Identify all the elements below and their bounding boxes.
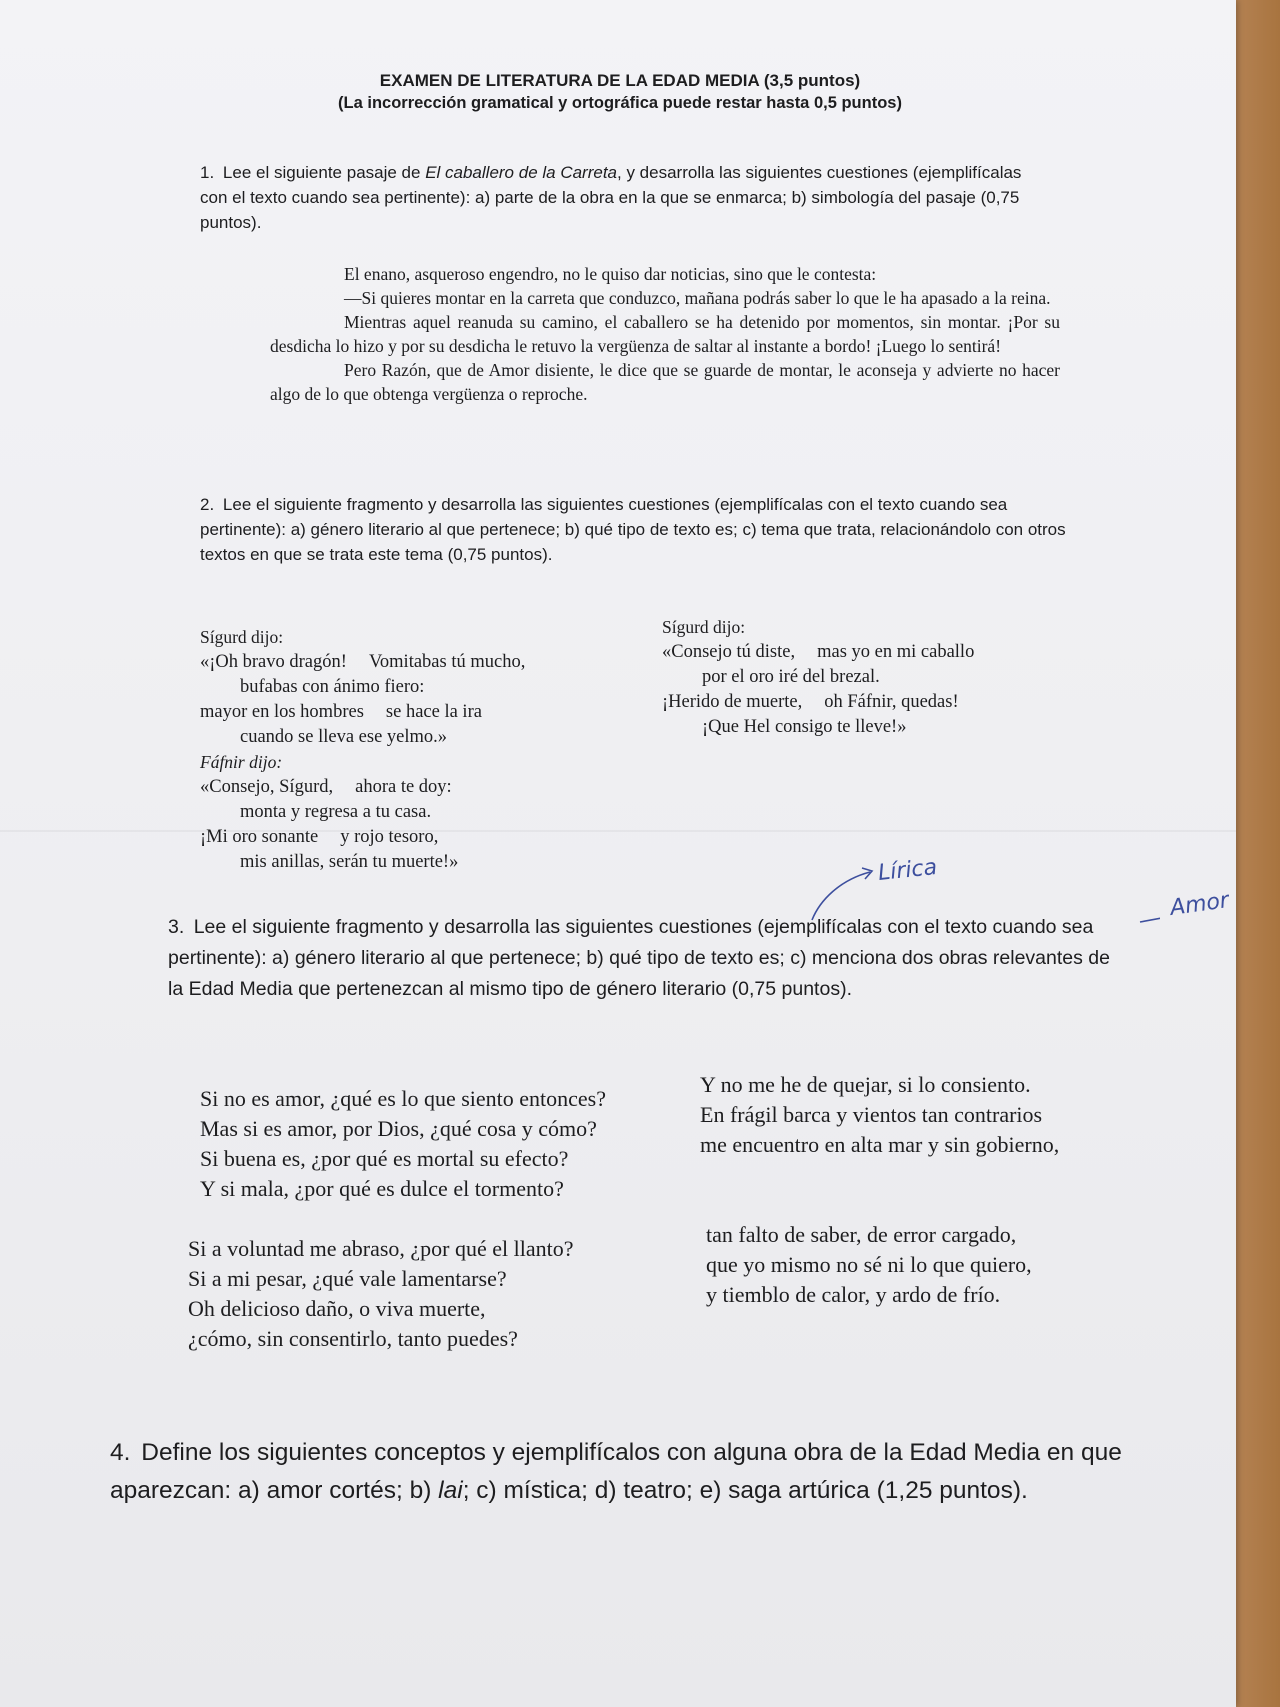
sonnet-line: que yo mismo no sé ni lo que quiero, [706, 1252, 1032, 1277]
poem-line: monta y regresa a tu casa. [240, 802, 432, 822]
question-4 [110, 1434, 1240, 1510]
poem-line [200, 775, 525, 800]
sonnet-line: y tiemblo de calor, y ardo de frío. [706, 1282, 1001, 1307]
poem-speaker: Sígurd dijo: [662, 617, 746, 637]
sonnet-stanza-3 [188, 1234, 574, 1354]
sonnet-stanza-4 [706, 1220, 1032, 1310]
question-1-text-before: Lee el siguiente pasaje de [222, 163, 426, 182]
poem-hemistich: se hace la ira [385, 702, 482, 722]
question-1 [200, 160, 1040, 235]
sonnet-stanza-2 [700, 1070, 1059, 1160]
poem-line: bufabas con ánimo fiero: [240, 677, 425, 697]
poem-line [662, 690, 974, 715]
poem-hemistich: y rojo tesoro, [340, 827, 439, 847]
sonnet-line: Y no me he de quejar, si lo consiento. [700, 1072, 1031, 1097]
question-4-number: 4. [110, 1439, 131, 1466]
sonnet-line: Si a voluntad me abraso, ¿por qué el llanto? [188, 1236, 574, 1261]
poem-hemistich: mayor en los hombres [200, 702, 364, 722]
sonnet-line: Si buena es, ¿por qué es mortal su efecto? [200, 1146, 569, 1171]
passage-paragraph: Pero Razón, que de Amor disiente, le dice que se guarde de montar, le aconseja y advierte no hacer algo de lo que obtenga vergüenza o reproche. [270, 360, 1060, 404]
handwritten-note-amor: Amor [1168, 888, 1231, 921]
poem-hemistich: «Consejo, Sígurd, [200, 777, 334, 797]
sonnet-line: En frágil barca y vientos tan contrarios [700, 1102, 1043, 1127]
question-1-text-after: , y desarrolla las siguientes cuestiones (ejemplifícalas con el texto cuando sea pertinente): a) parte de la obra en la que se enmarca; b) simbología del pasaje (0,75 puntos). [200, 163, 1022, 232]
poem-line [662, 640, 974, 665]
handwritten-note-lirica: Lírica [876, 854, 939, 887]
passage-paragraph: —Si quieres montar en la carreta que conduzco, mañana podrás saber lo que le ha apasado a la reina. [344, 288, 1051, 308]
question-2 [200, 492, 1070, 567]
sonnet-line: ¿cómo, sin consentirlo, tanto puedes? [188, 1326, 518, 1351]
sonnet-line: Oh delicioso daño, o viva muerte, [188, 1296, 486, 1321]
poem-right-column [662, 615, 974, 740]
poem-line [200, 650, 525, 675]
poem-line: mis anillas, serán tu muerte!» [240, 852, 459, 872]
sonnet-line: Si no es amor, ¿qué es lo que siento entonces? [200, 1086, 607, 1111]
question-1-number: 1. [200, 163, 215, 182]
sonnet-line: tan falto de saber, de error cargado, [706, 1222, 1017, 1247]
poem-speaker: Fáfnir dijo: [200, 752, 283, 772]
poem-line: por el oro iré del brezal. [702, 667, 880, 687]
question-1-work-title: El caballero de la Carreta [425, 163, 618, 182]
poem-hemistich: oh Fáfnir, quedas! [824, 692, 959, 712]
exam-title: EXAMEN DE LITERATURA DE LA EDAD MEDIA (3,5 puntos) [379, 71, 861, 90]
question-3-number: 3. [168, 916, 185, 938]
sonnet-line: Y si mala, ¿por qué es dulce el tormento? [200, 1176, 564, 1201]
question-4-lai: lai [438, 1477, 463, 1504]
question-2-text: Lee el siguiente fragmento y desarrolla las siguientes cuestiones (ejemplifícalas con el texto cuando sea pertinente): a) género literario al que pertenece; b) qué tipo de texto es; c) tema que trata, relacionándolo con otros textos en que se trata este tema (0,75 puntos). [200, 495, 1066, 564]
poem-hemistich: ¡Mi oro sonante [200, 827, 319, 847]
poem-left-column [200, 625, 525, 875]
sonnet-stanza-1 [200, 1084, 606, 1204]
sonnet-line: me encuentro en alta mar y sin gobierno, [700, 1132, 1060, 1157]
poem-speaker: Sígurd dijo: [200, 627, 284, 647]
exam-subtitle: (La incorrección gramatical y ortográfica puede restar hasta 0,5 puntos) [338, 94, 902, 112]
poem-hemistich: Vomitabas tú mucho, [368, 652, 526, 672]
poem-line: ¡Que Hel consigo te lleve!» [702, 717, 907, 737]
passage-paragraph: El enano, asqueroso engendro, no le quiso dar noticias, sino que le contesta: [344, 264, 877, 284]
question-3-text: Lee el siguiente fragmento y desarrolla las siguientes cuestiones (ejemplifícalas con el texto cuando sea pertinente): a) género literario al que pertenece; b) qué tipo de texto es; c) menciona dos obras relevantes de la Edad Media que pertenezcan al mismo tipo de género literario (0,75 puntos). [168, 916, 1110, 1000]
poem-hemistich: ¡Herido de muerte, [662, 692, 803, 712]
poem-line [200, 825, 525, 850]
sonnet-line: Si a mi pesar, ¿qué vale lamentarse? [188, 1266, 507, 1291]
question-1-passage [270, 262, 1060, 406]
passage-paragraph: Mientras aquel reanuda su camino, el caballero se ha detenido por momentos, sin montar. ¡Por su desdicha lo hizo y por su desdicha le retuvo la vergüenza de saltar al instante a bordo! ¡Luego lo sentirá! [270, 312, 1060, 356]
poem-hemistich: «Consejo tú diste, [662, 642, 796, 662]
poem-line: cuando se lleva ese yelmo.» [240, 727, 448, 747]
question-4-text-before: Define los siguientes conceptos y ejemplifícalos con alguna obra de la Edad Media en que aparezcan: a) amor cortés; b) [110, 1439, 1122, 1504]
question-4-text-after: ; c) mística; d) teatro; e) saga artúrica (1,25 puntos). [462, 1477, 1028, 1504]
question-2-number: 2. [200, 495, 215, 514]
exam-header [300, 70, 940, 114]
sonnet-line: Mas si es amor, por Dios, ¿qué cosa y cómo? [200, 1116, 597, 1141]
poem-hemistich: ahora te doy: [355, 777, 452, 797]
poem-line [200, 700, 525, 725]
poem-hemistich: mas yo en mi caballo [817, 642, 975, 662]
poem-hemistich: «¡Oh bravo dragón! [200, 652, 347, 672]
question-3 [168, 912, 1128, 1005]
